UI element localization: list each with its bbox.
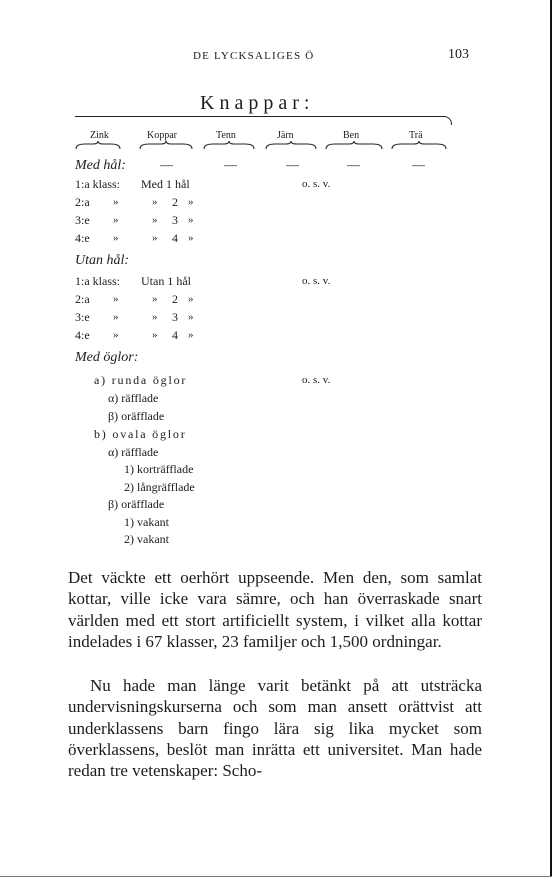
ditto-mark: » xyxy=(152,311,158,323)
ditto-mark: » xyxy=(188,293,194,305)
ditto-mark: » xyxy=(113,329,119,341)
list-item: α) räfflade xyxy=(108,445,159,459)
ditto-mark: » xyxy=(188,311,194,323)
column-brace-tra xyxy=(391,140,447,150)
column-header-jarn: Järn xyxy=(277,130,294,141)
ditto-mark: » xyxy=(188,329,194,341)
section-heading-med-hal: Med hål: xyxy=(75,158,126,173)
row-label: 1:a klass: xyxy=(75,274,120,288)
column-dash: — xyxy=(286,157,299,172)
column-header-ben: Ben xyxy=(343,130,360,141)
column-dash: — xyxy=(412,157,425,172)
table-top-rule-hook xyxy=(443,116,452,125)
ditto-mark: » xyxy=(188,214,194,226)
list-item: 1) vakant xyxy=(124,515,169,529)
row-osv: o. s. v. xyxy=(302,374,331,386)
column-brace-zink xyxy=(75,140,121,150)
ditto-mark: » xyxy=(113,214,119,226)
ditto-mark: » xyxy=(152,214,158,226)
row-number: 3 xyxy=(172,213,178,227)
column-dash: — xyxy=(160,157,173,172)
column-header-tenn: Tenn xyxy=(216,130,236,141)
row-label: 4:e xyxy=(75,328,90,342)
row-label: 4:e xyxy=(75,231,90,245)
column-brace-tenn xyxy=(203,140,255,150)
column-dash: — xyxy=(224,157,237,172)
list-item: 2) långräfflade xyxy=(124,480,195,494)
list-item: α) räfflade xyxy=(108,391,159,405)
row-number: 2 xyxy=(172,195,178,209)
ditto-mark: » xyxy=(152,232,158,244)
column-dash: — xyxy=(347,157,360,172)
ditto-mark: » xyxy=(113,311,119,323)
row-value: Utan 1 hål xyxy=(141,274,191,288)
row-number: 4 xyxy=(172,328,178,342)
column-header-tra: Trä xyxy=(409,130,423,141)
body-paragraph: Det väckte ett oerhört uppseende. Men den, som samlat kottar, ville icke vara sämre, och han överraskade snart världen med ett stort artificiellt system, i vilket alla kottar indelades i 67 klasser, 23 familjer och 1,500 ordningar. xyxy=(68,568,482,651)
ditto-mark: » xyxy=(188,232,194,244)
ditto-mark: » xyxy=(152,293,158,305)
table-top-rule xyxy=(75,116,444,117)
column-header-koppar: Koppar xyxy=(147,130,177,141)
row-number: 3 xyxy=(172,310,178,324)
list-item: β) oräfflade xyxy=(108,497,165,511)
section-heading-med-oglor: Med öglor: xyxy=(75,350,139,365)
list-item: b) ovala öglor xyxy=(94,427,187,441)
row-osv: o. s. v. xyxy=(302,178,331,190)
ditto-mark: » xyxy=(113,232,119,244)
table-title: Knappar: xyxy=(200,92,315,114)
ditto-mark: » xyxy=(188,196,194,208)
column-brace-jarn xyxy=(265,140,317,150)
column-brace-koppar xyxy=(139,140,193,150)
row-label: 3:e xyxy=(75,310,90,324)
row-label: 2:a xyxy=(75,292,90,306)
row-osv: o. s. v. xyxy=(302,275,331,287)
section-heading-utan-hal: Utan hål: xyxy=(75,253,130,268)
list-item: 2) vakant xyxy=(124,532,169,546)
row-label: 3:e xyxy=(75,213,90,227)
list-item: a) runda öglor xyxy=(94,373,188,387)
list-item: β) oräfflade xyxy=(108,409,165,423)
ditto-mark: » xyxy=(113,196,119,208)
ditto-mark: » xyxy=(113,293,119,305)
ditto-mark: » xyxy=(152,329,158,341)
ditto-mark: » xyxy=(152,196,158,208)
column-header-zink: Zink xyxy=(90,130,109,141)
body-paragraph: Nu hade man länge varit betänkt på att utsträcka undervisningskurserna och som man ansett orättvist att underklassens barn fingo lära sig lika mycket som överklassens, beslöt man inrätta ett universitet. Man hade redan tre vetenskaper: Scho- xyxy=(68,676,482,781)
list-item: 1) korträfflade xyxy=(124,462,194,476)
column-brace-ben xyxy=(325,140,383,150)
row-value: Med 1 hål xyxy=(141,177,190,191)
page-number: 103 xyxy=(448,47,469,62)
row-label: 1:a klass: xyxy=(75,177,120,191)
row-number: 4 xyxy=(172,231,178,245)
row-number: 2 xyxy=(172,292,178,306)
row-label: 2:a xyxy=(75,195,90,209)
running-head: DE LYCKSALIGES Ö xyxy=(193,50,315,62)
